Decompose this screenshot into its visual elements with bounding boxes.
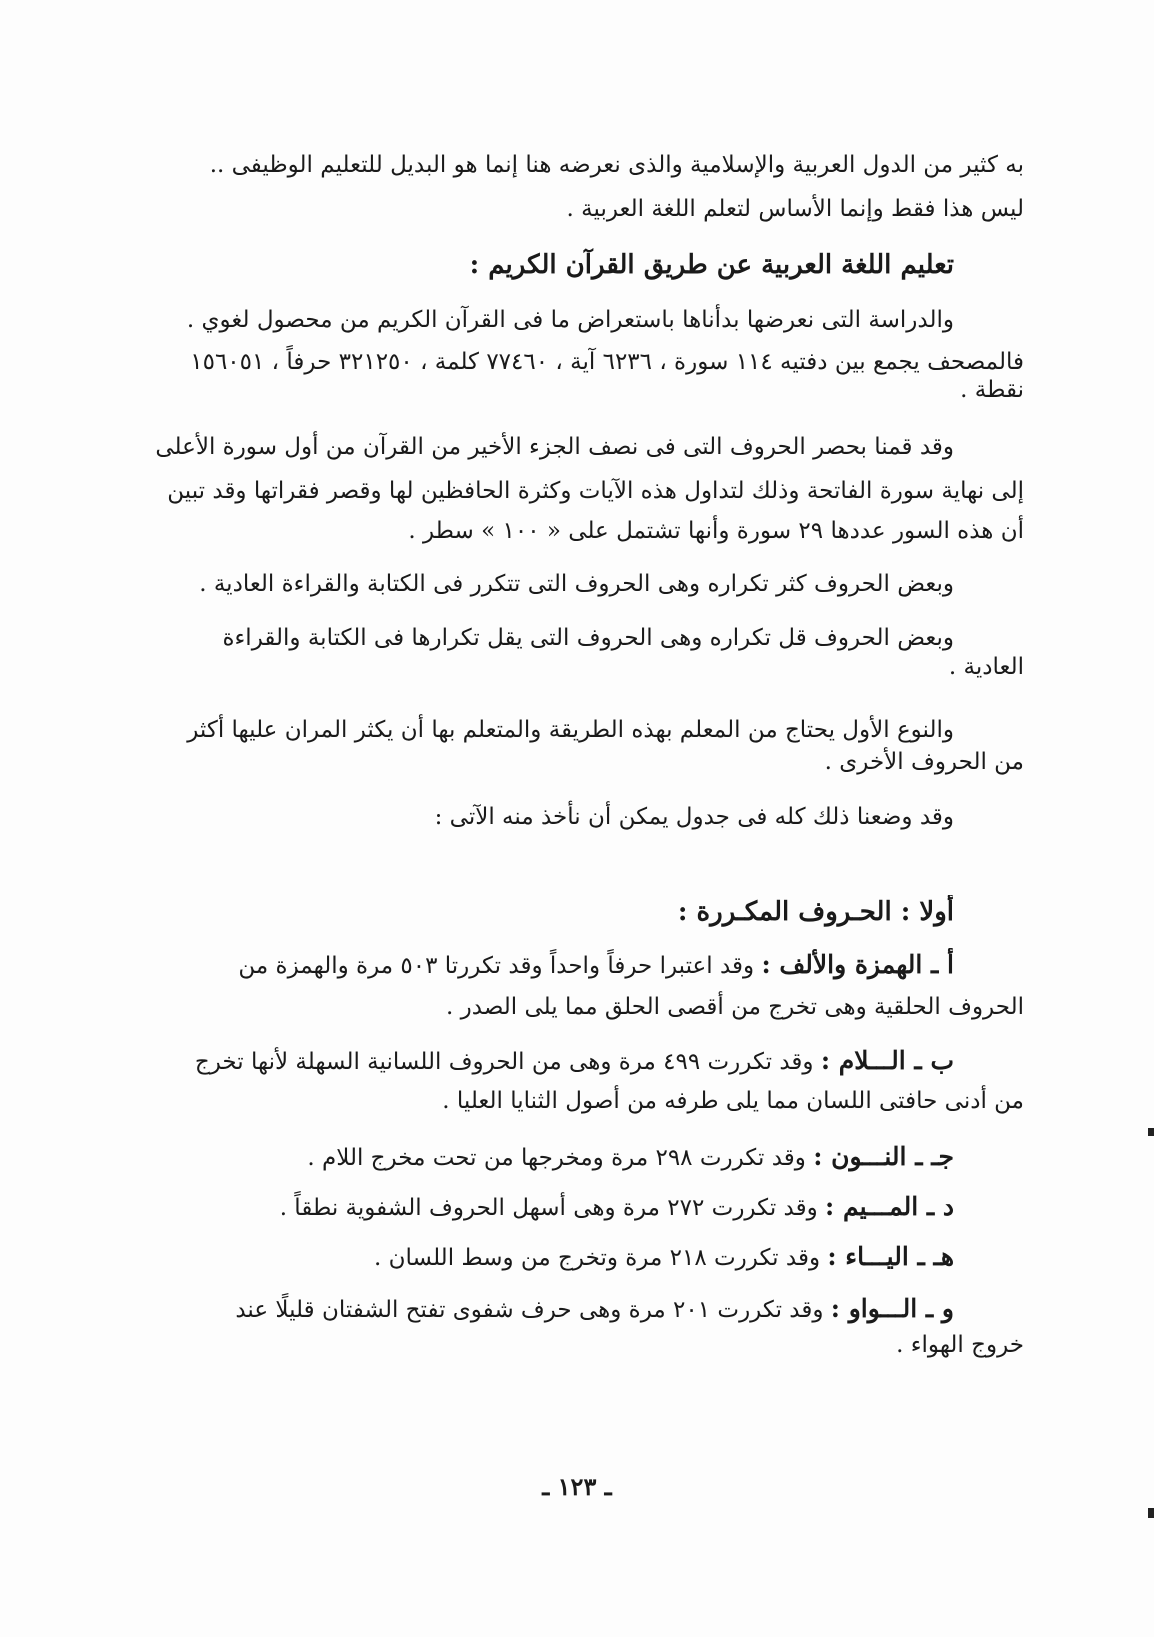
- paragraph-line: به كثير من الدول العربية والإسلامية والذى نعرضه هنا إنما هو البديل للتعليم الوظيفى ..: [209, 152, 1024, 178]
- paragraph-line: والدراسة التى نعرضها بدأناها باستعراض ما فى القرآن الكريم من محصول لغوي .: [186, 307, 954, 333]
- paragraph-line: والنوع الأول يحتاج من المعلم بهذه الطريقة والمتعلم بها أن يكثر المران عليها أكثر: [187, 717, 954, 743]
- letter-term: و ـ الـــواو :: [830, 1294, 954, 1323]
- scan-edge-mark: [1148, 1128, 1154, 1136]
- letter-description-line: الحروف الحلقية وهى تخرج من أقصى الحلق مما يلى الصدر .: [446, 994, 1024, 1020]
- paragraph-line: نقطة .: [960, 377, 1024, 403]
- section-heading: تعليم اللغة العربية عن طريق القرآن الكريم :: [469, 250, 954, 280]
- letter-description: وقد اعتبرا حرفاً واحداً وقد تكررتا ٥٠٣ مرة والهمزة من: [238, 953, 755, 979]
- letter-entry: [144, 948, 954, 986]
- letter-description-line: من أدنى حافتى اللسان مما يلى طرفه من أصول الثنايا العليا .: [442, 1088, 1024, 1114]
- paragraph-line: من الحروف الأخرى .: [824, 749, 1024, 775]
- letter-term: هـ ـ اليـــاء :: [827, 1242, 954, 1271]
- letter-description-line: خروج الهواء .: [896, 1332, 1024, 1358]
- section-heading: أولا : الحـروف المكـررة :: [677, 897, 954, 927]
- paragraph-line: ليس هذا فقط وإنما الأساس لتعلم اللغة العربية .: [566, 196, 1024, 222]
- letter-description: وقد تكررت ٢٠١ مرة وهى حرف شفوى تفتح الشفتان قليلًا عند: [235, 1297, 824, 1323]
- paragraph-line: العادية .: [948, 654, 1024, 680]
- letter-description: وقد تكررت ٤٩٩ مرة وهى من الحروف اللسانية السهلة لأنها تخرج: [194, 1049, 814, 1075]
- page-number: ـ ١٢٣ ـ: [542, 1472, 612, 1501]
- paragraph-line: أن هذه السور عددها ٢٩ سورة وأنها تشتمل على « ١٠٠ » سطر .: [408, 518, 1024, 544]
- paragraph-line: وقد قمنا بحصر الحروف التى فى نصف الجزء الأخير من القرآن من أول سورة الأعلى: [155, 434, 954, 460]
- letter-description: وقد تكررت ٢١٨ مرة وتخرج من وسط اللسان .: [374, 1245, 821, 1271]
- paragraph-line: وبعض الحروف كثر تكراره وهى الحروف التى تتكرر فى الكتابة والقراءة العادية .: [199, 571, 954, 597]
- letter-entry: [144, 1190, 954, 1228]
- letter-term: جـ ـ النـــون :: [813, 1142, 954, 1171]
- letter-entry: [144, 1292, 954, 1330]
- paragraph-line: وبعض الحروف قل تكراره وهى الحروف التى يقل تكرارها فى الكتابة والقراءة: [222, 625, 954, 651]
- letter-description: وقد تكررت ٢٧٢ مرة وهى أسهل الحروف الشفوية نطقاً .: [279, 1195, 818, 1221]
- paragraph-line: فالمصحف يجمع بين دفتيه ١١٤ سورة ، ٦٢٣٦ آية ، ٧٧٤٦٠ كلمة ، ٣٢١٢٥٠ حرفاً ، ١٥٦٠٥١: [190, 349, 1024, 375]
- scan-edge-mark: [1148, 1508, 1154, 1518]
- letter-term: ب ـ الـــلام :: [820, 1046, 954, 1075]
- letter-description: وقد تكررت ٢٩٨ مرة ومخرجها من تحت مخرج اللام .: [307, 1145, 806, 1171]
- paragraph-line: وقد وضعنا ذلك كله فى جدول يمكن أن نأخذ منه الآتى :: [434, 804, 954, 830]
- letter-entry: [144, 1140, 954, 1178]
- letter-term: د ـ المـــيم :: [825, 1192, 954, 1221]
- letter-term: أ ـ الهمزة والألف :: [761, 950, 954, 979]
- letter-entry: [144, 1044, 954, 1082]
- letter-entry: [144, 1240, 954, 1278]
- paragraph-line: إلى نهاية سورة الفاتحة وذلك لتداول هذه الآيات وكثرة الحافظين لها وقصر فقراتها وقد تبين: [167, 478, 1024, 504]
